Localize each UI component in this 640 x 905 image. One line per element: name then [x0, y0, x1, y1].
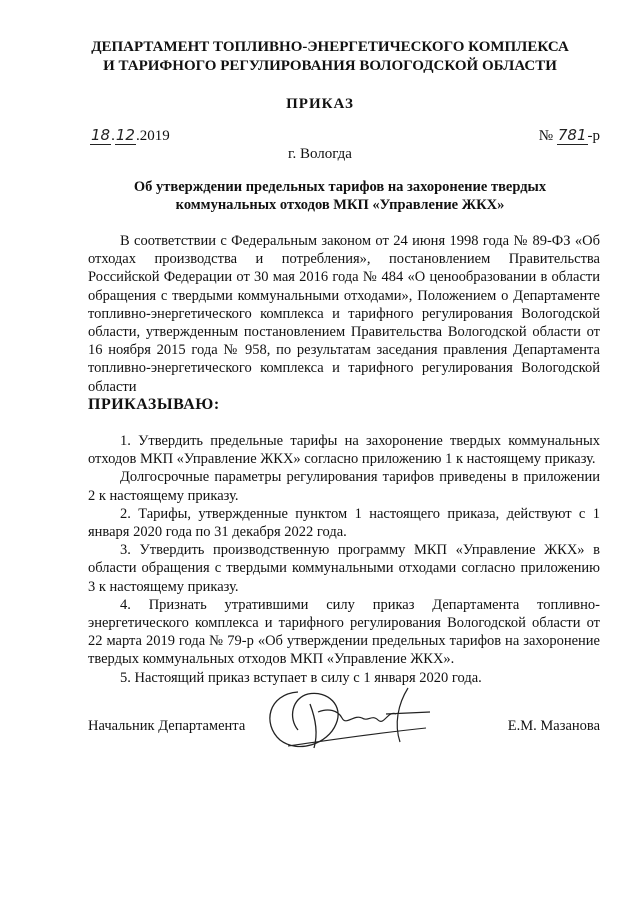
order-subject	[90, 178, 590, 214]
number-suffix: -р	[587, 128, 600, 144]
date-sep-2: .	[135, 128, 140, 144]
preamble-paragraph: В соответствии с Федеральным законом от 24 июня 1998 года № 89-ФЗ «Об отходах производства и потребления», постановлением Правительства Российской Федерации от 30 мая 2016 года № 484 «О ценообразовании в области обращения с твердыми коммунальными отходами», Положением о Департаменте топливно-энергетического комплекса и тарифного регулирования Вологодской области, утвержденным постановлением Правительства Вологодской области от 16 ноября 2015 года № 958, по результатам заседания правления Департамента топливно-энергетического комплекса и тарифного регулирования Вологодской области	[88, 233, 600, 395]
document-type-title: ПРИКАЗ	[286, 96, 354, 112]
order-number	[539, 126, 600, 145]
header-line-1: ДЕПАРТАМЕНТ ТОПЛИВНО-ЭНЕРГЕТИЧЕСКОГО КОМПЛЕКСА	[91, 39, 569, 55]
handwritten-signature	[258, 684, 438, 754]
date-number-row	[90, 126, 600, 146]
subject-line-2: коммунальных отходов МКП «Управление ЖКХ»	[175, 197, 505, 213]
city-name: г. Вологда	[288, 146, 352, 162]
header-line-2: И ТАРИФНОГО РЕГУЛИРОВАНИЯ ВОЛОГОДСКОЙ ОБЛАСТИ	[103, 58, 557, 74]
item-paragraph-4: 4. Признать утратившими силу приказ Департамента топливно-энергетического комплекса и тарифного регулирования Вологодской области от 22 марта 2019 года № 79-р «Об утверждении предельных тарифов на захоронение твердых коммунальных отходов МКП «Управление ЖКХ».	[88, 596, 600, 668]
order-body	[88, 232, 600, 687]
signatory-position: Начальник Департамента	[88, 718, 246, 734]
item-paragraph-2: 2. Тарифы, утвержденные пунктом 1 настоящего приказа, действуют с 1 января 2020 года по 31 декабря 2022 года.	[88, 505, 600, 541]
department-header	[60, 38, 600, 76]
order-date	[90, 126, 170, 145]
date-sep-1: .	[111, 128, 115, 144]
date-day: 18	[91, 126, 111, 144]
signatory-name: Е.М. Мазанова	[507, 718, 600, 734]
item-paragraph-5: 5. Настоящий приказ вступает в силу с 1 января 2020 года.	[120, 669, 482, 686]
date-year: 2019	[139, 128, 170, 144]
item-paragraph-1: 1. Утвердить предельные тарифы на захоронение твердых коммунальных отходов МКП «Управление ЖКХ» согласно приложению 1 к настоящему приказу.	[88, 433, 600, 468]
item-paragraph-1b: Долгосрочные параметры регулирования тарифов приведены в приложении 2 к настоящему приказу.	[88, 469, 600, 504]
number-value: 781	[557, 126, 587, 144]
date-month: 12	[115, 126, 135, 144]
number-prefix: №	[538, 128, 557, 144]
item-paragraph-3: 3. Утвердить производственную программу МКП «Управление ЖКХ» в области обращения с твердыми коммунальными отходами согласно приложению 3 к настоящему приказу.	[88, 542, 600, 595]
subject-line-1: Об утверждении предельных тарифов на захоронение твердых	[133, 179, 547, 195]
order-keyword: ПРИКАЗЫВАЮ:	[88, 395, 220, 413]
